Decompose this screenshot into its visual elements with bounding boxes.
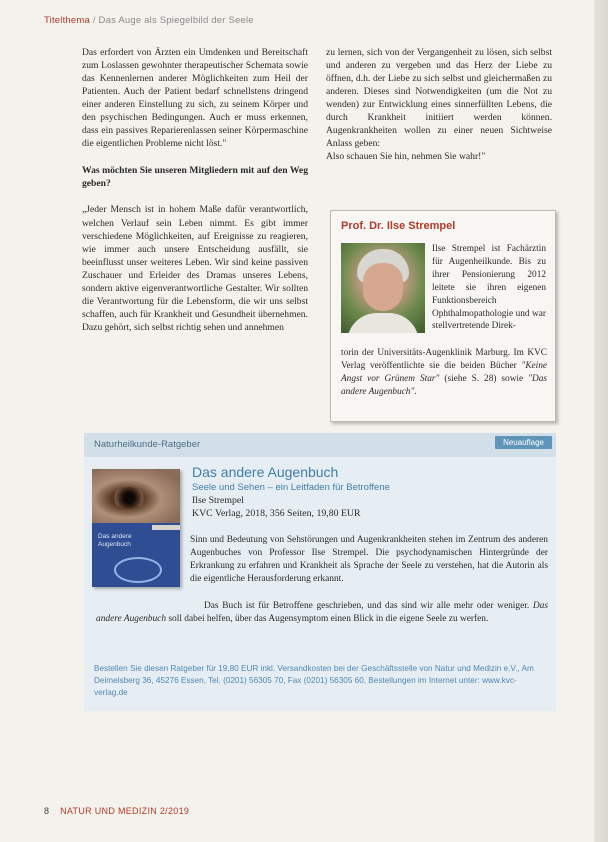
interview-answer: „Jeder Mensch ist in hohem Maße dafür verantwortlich, welchen Verlauf sein Leben nimmt. Es gibt immer verschiedene Möglichkeiten, auf Ereignisse zu reagieren, wie immer auch unsere Entscheidung ausfällt, sie beeinflusst unser weiteres Leben. Wir sind keine passiven Zuschauer und Erleider des Dramas unseres Lebens, sondern aktive eigenverantwortliche Gestalter. Wir sollten die Verantwortung für die Lebensform, die wir uns selbst schaffen, auch für Krankheit und Gesundheit übernehmen. Dazu gehört, sich selbst richtig sehen und annehmen xyxy=(82,204,308,333)
bio-book-2: "Das andere Augenbuch". xyxy=(341,373,547,397)
book-title-inline: Das andere Augenbuch xyxy=(96,601,549,624)
new-edition-badge: Neuauflage xyxy=(495,436,552,449)
header-subtitle: Das Auge als Spiegelbild der Seele xyxy=(98,15,254,26)
interview-question: Was möchten Sie unseren Mitgliedern mit auf den Weg geben? xyxy=(82,165,308,190)
bio-title: Prof. Dr. Ilse Strempel xyxy=(341,220,456,232)
bio-text-bottom xyxy=(341,347,547,399)
bio-book-1: "Keine Angst vor Grünem Star" xyxy=(341,360,548,384)
text-column-left xyxy=(82,46,308,334)
book-cover-image xyxy=(92,469,180,587)
eye-icon xyxy=(112,487,146,509)
magazine-issue: NATUR UND MEDIZIN 2/2019 xyxy=(60,806,190,816)
book-advert-box xyxy=(84,433,556,711)
bio-text-mid: (siehe S. 28) sowie xyxy=(444,373,524,384)
book-title: Das andere Augenbuch xyxy=(192,464,339,480)
bio-text-top: Ilse Strempel ist Fachärztin für Augenheilkunde. Bis zu ihrer Pensionierung 2012 leitete sie ihren eigenen Funktionsbereich Ophthalmopathologie und war stellvertretende Direk- xyxy=(432,244,546,332)
bio-text-plain: torin der Universitäts-Augenklinik Marburg. Im KVC Verlag veröffentlichte sie die beiden Bücher xyxy=(341,348,547,371)
author-bio-box xyxy=(330,210,556,422)
book-description-continued: Das Buch ist für Betroffene geschrieben, und das sind wir alle mehr oder weniger. Das andere Augenbuch soll dabei helfen, über das Augensymptom einen Blick in die eigene Seele zu werfen. xyxy=(96,601,549,624)
page-number: 8 xyxy=(44,806,50,816)
cover-title: Das andere Augenbuch xyxy=(98,533,132,548)
text-column-right xyxy=(326,46,552,163)
interview-closing-line: Also schauen Sie hin, nehmen Sie wahr!" xyxy=(326,151,486,163)
advert-header-strip xyxy=(84,433,556,457)
page-edge-shadow xyxy=(594,0,608,842)
cover-eye-outline-icon xyxy=(114,557,162,583)
running-header xyxy=(44,15,254,26)
interview-answer-continued: zu lernen, sich von der Vergangenheit zu lösen, sich selbst und anderen zu vergeben und das Herz der Liebe zu öffnen, d.h. der Liebe zu sich selbst und gleichermaßen zu anderen. Dieses sind Notwendigkeiten (um die Not zu wenden) zur Entwicklung eines sinnerfüllten Lebens, die durch Krankheit initiiert werden können. Augenkrankheiten wollen zu einer neuen Sichtweise Anlass geben: xyxy=(326,47,552,150)
page-footer xyxy=(44,806,189,816)
interview-answer-end: Das erfordert von Ärzten ein Umdenken und Bereitschaft zum Loslassen gewohnter therapeutischer Schemata sowie das Kennenlernen anderer Möglichkeiten zum Heil der Patienten. Auch der Patient bedarf schnellstens dringend einer anderen Einstellung zu sich, zu seinem Körper und den psychischen Bedingungen. Auch er muss erkennen, dass ein passives Reparierenlassen seiner Körpermaschine die eigentlichen Probleme nicht löst." xyxy=(82,47,308,150)
header-separator: / xyxy=(92,15,96,26)
book-publisher-info: KVC Verlag, 2018, 356 Seiten, 19,80 EUR xyxy=(192,508,361,519)
advert-category-label: Naturheilkunde-Ratgeber xyxy=(94,439,201,450)
section-name: Titelthema xyxy=(44,15,90,26)
author-portrait-photo xyxy=(341,243,425,333)
order-info: Bestellen Sie diesen Ratgeber für 19,80 EUR inkl. Versandkosten bei der Geschäftsstelle von Natur und Medizin e.V., Am Deimelsberg 36, 45276 Essen, Tel. (0201) 56305 70, Fax (0201) 56305 60, Bestellungen im Internet unter: www.kvc-verlag.de xyxy=(94,664,534,697)
book-author: Ilse Strempel xyxy=(192,495,244,506)
book-description: Sinn und Bedeutung von Sehstörungen und Augenkrankheiten stehen im Zentrum des anderen Augenbuches von Professor Ilse Strempel. Die psychodynamischen Hintergründe der Erkrankung zu erfahren und Krankheit als Sprache der Seele zu verstehen, hat die Autorin als die eigentliche Herausforderung erkannt. xyxy=(190,535,548,584)
book-subtitle: Seele und Sehen – ein Leitfaden für Betroffene xyxy=(192,482,390,493)
